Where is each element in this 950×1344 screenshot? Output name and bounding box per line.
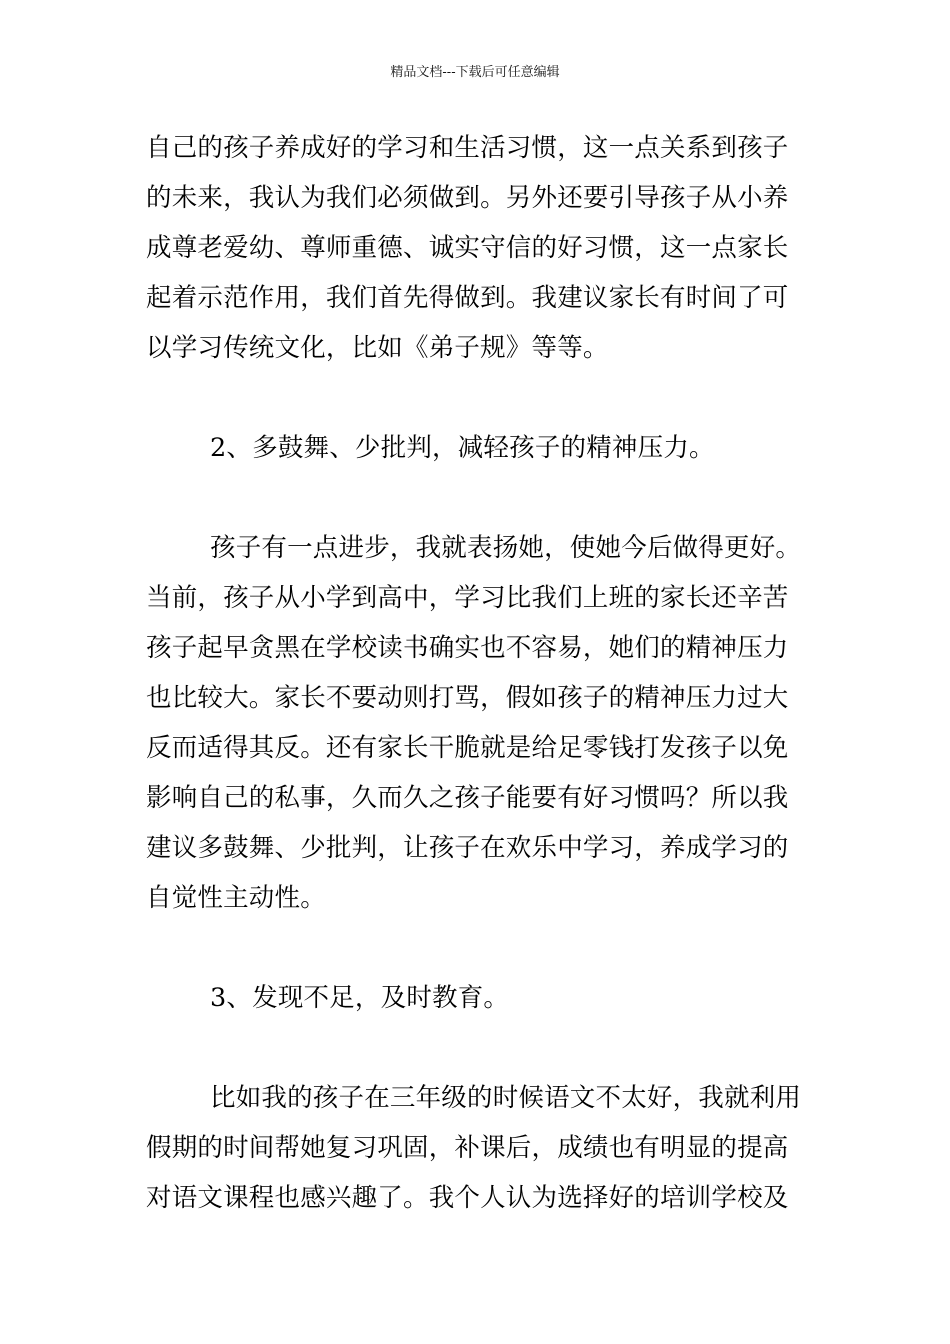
- text-line: 比如我的孩子在三年级的时候语文不太好，我就利用: [210, 1083, 802, 1113]
- text-line: 孩子有一点进步，我就表扬她，使她今后做得更好。: [210, 533, 802, 563]
- text-line: 建议多鼓舞、少批判，让孩子在欢乐中学习，养成学习的: [146, 833, 789, 863]
- text-line: 对语文课程也感兴趣了。我个人认为选择好的培训学校及: [146, 1183, 789, 1213]
- text-line: 反而适得其反。还有家长干脆就是给足零钱打发孩子以免: [146, 733, 789, 763]
- text-line: 当前，孩子从小学到高中，学习比我们上班的家长还辛苦: [146, 583, 789, 613]
- text-line: 以学习传统文化，比如《弟子规》等等。: [146, 333, 609, 363]
- text-line: 影响自己的私事，久而久之孩子能要有好习惯吗？所以我: [146, 783, 789, 813]
- page-header: 精品文档---下载后可任意编辑: [390, 65, 560, 80]
- text-line: 起着示范作用，我们首先得做到。我建议家长有时间了可: [146, 283, 789, 313]
- text-line: 假期的时间帮她复习巩固，补课后，成绩也有明显的提高: [146, 1133, 789, 1163]
- text-line: 自觉性主动性。: [146, 883, 326, 913]
- text-line: 成尊老爱幼、尊师重德、诚实守信的好习惯，这一点家长: [146, 233, 789, 263]
- text-line: 的未来，我认为我们必须做到。另外还要引导孩子从小养: [146, 183, 789, 213]
- section-heading: 2、多鼓舞、少批判，减轻孩子的精神压力。: [210, 433, 715, 463]
- text-line: 自己的孩子养成好的学习和生活习惯，这一点关系到孩子: [146, 133, 789, 163]
- text-line: 也比较大。家长不要动则打骂，假如孩子的精神压力过大: [146, 683, 789, 713]
- section-heading: 3、发现不足，及时教育。: [210, 983, 510, 1013]
- text-line: 孩子起早贪黑在学校读书确实也不容易，她们的精神压力: [146, 633, 789, 663]
